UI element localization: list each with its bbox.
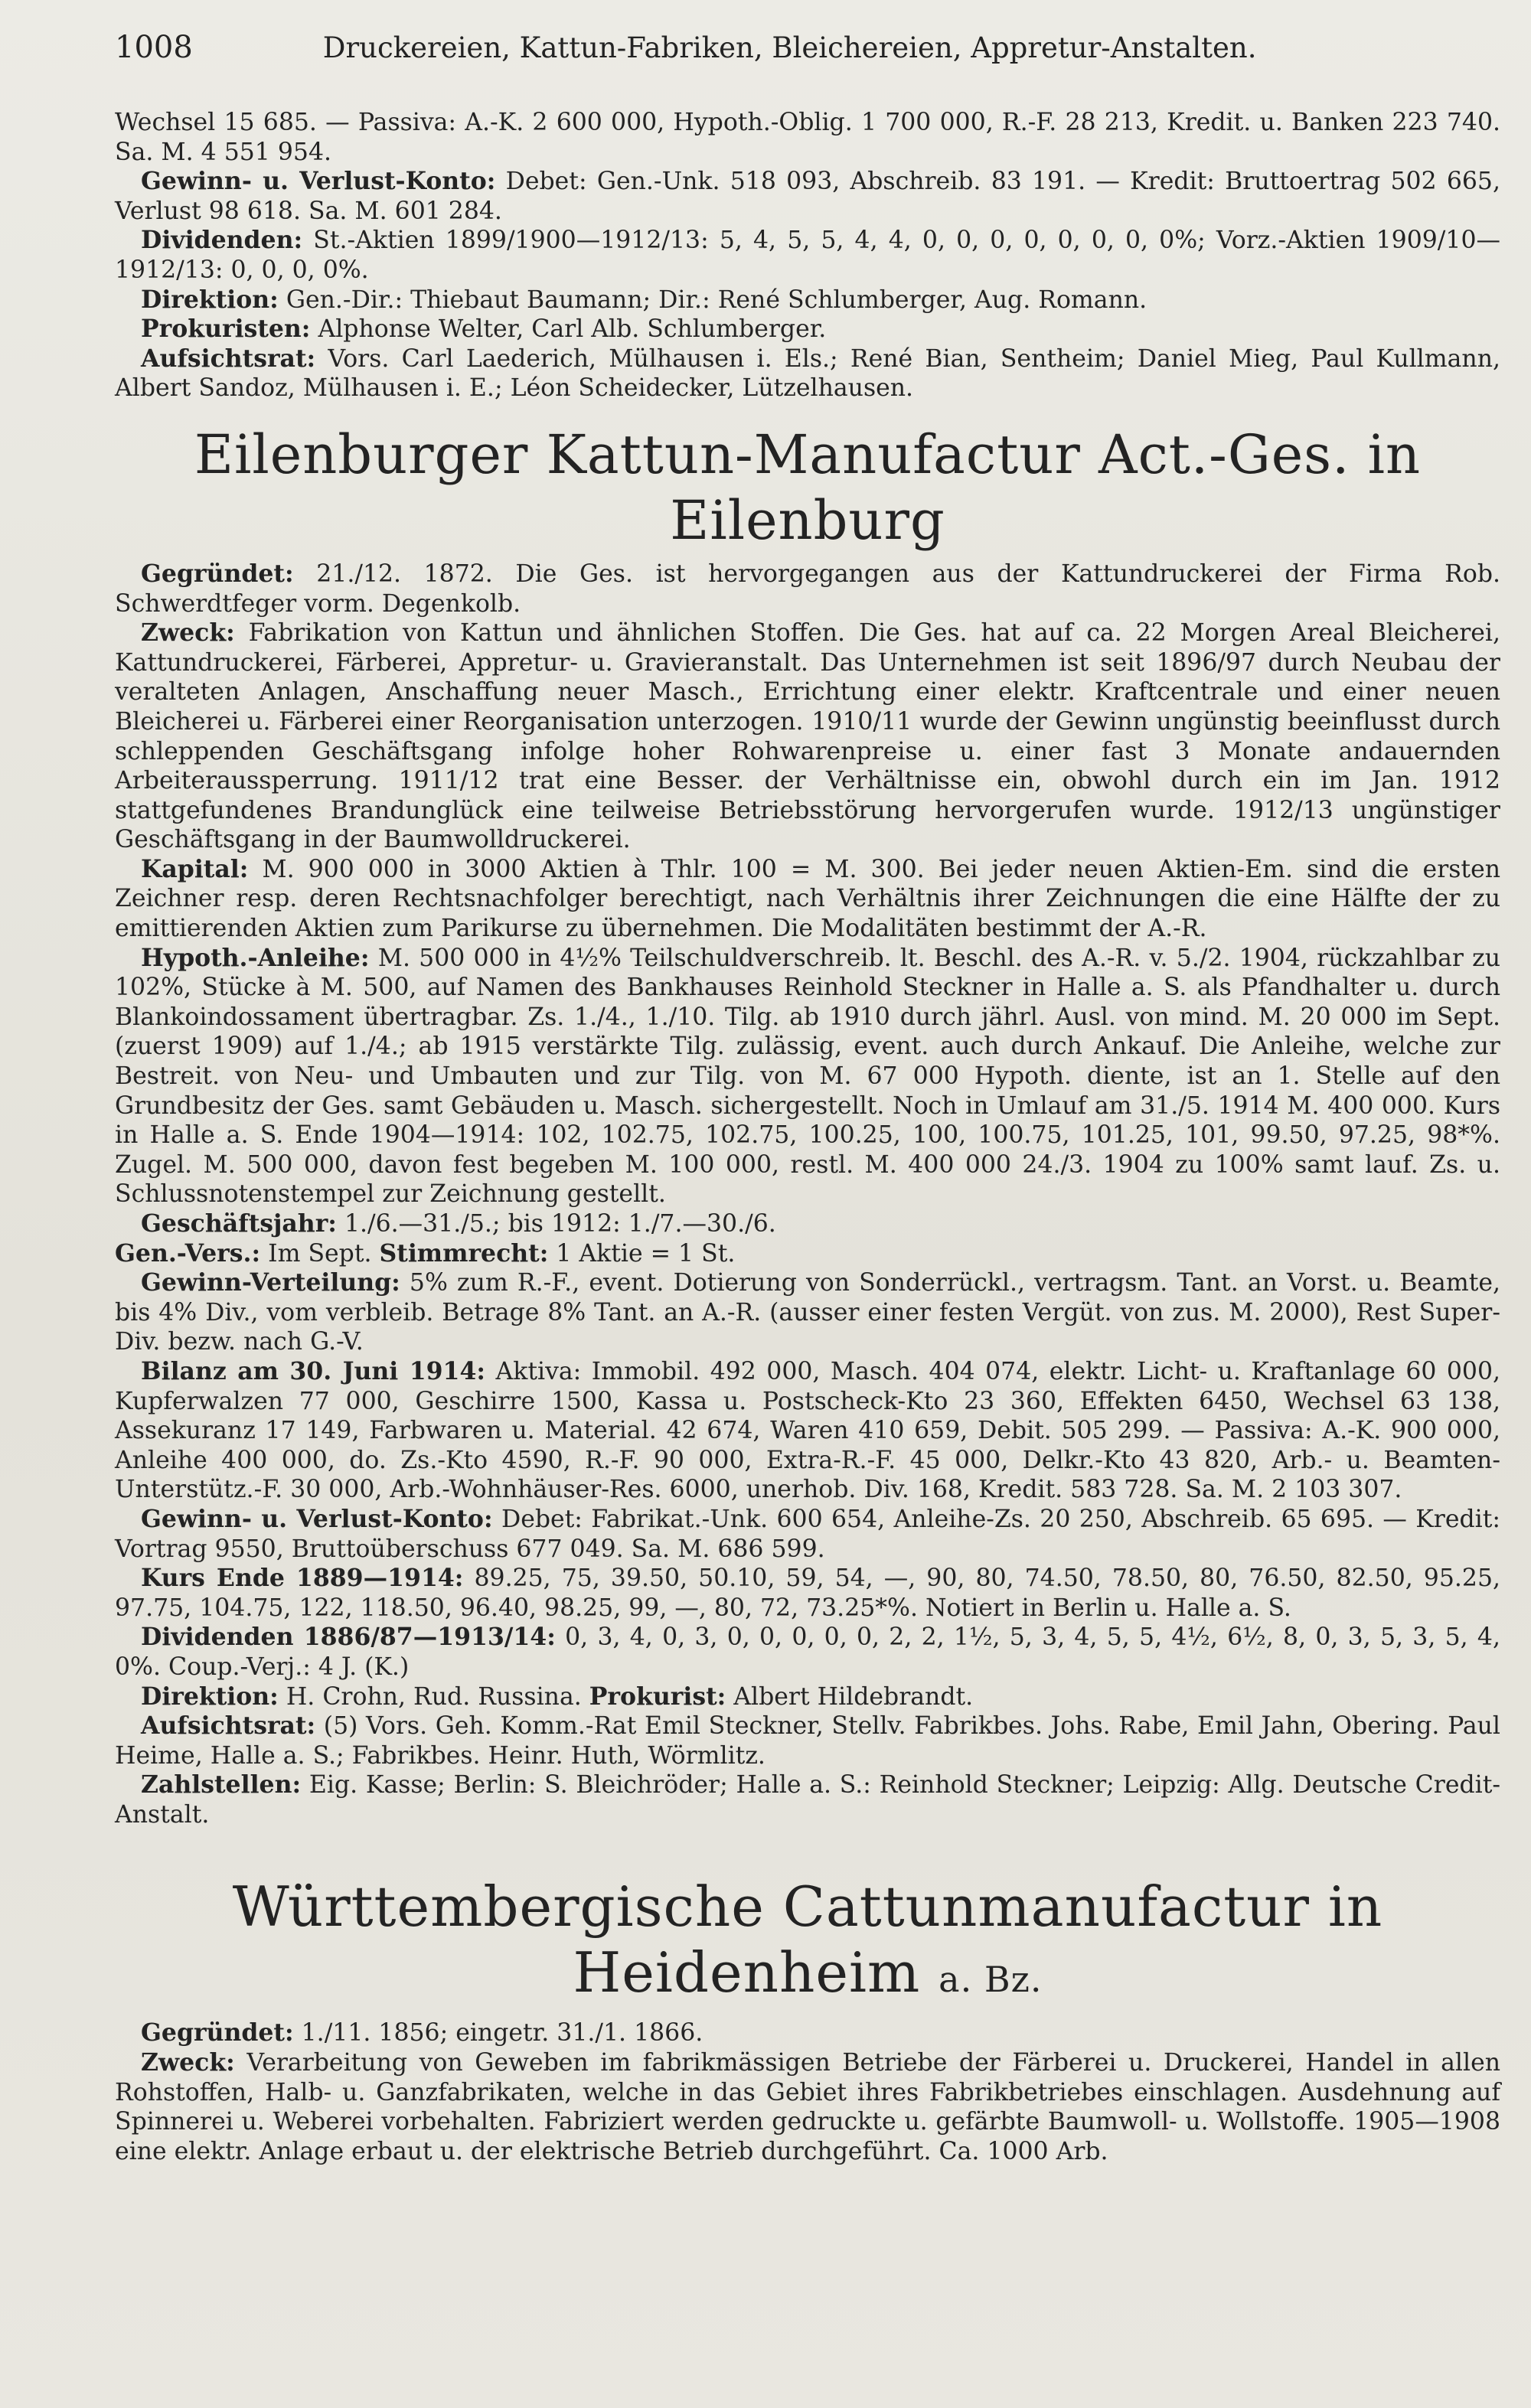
company-title	[115, 1874, 1500, 2012]
field-text: 5% zum R.-F., event. Dotierung von Sonderrückl., vertragsm. Tant. an Vorst. u. Beamte, bis 4% Div., vom verbleib. Betrage 8% Tant. an A.-R. (ausser einer festen Vergüt. von zus. M. 2000), Rest Super-Div. bezw. nach G.-V.	[115, 1269, 1501, 1356]
board-of-directors	[115, 286, 1500, 315]
field-label: Dividenden 1886/87—1913/14:	[141, 1623, 556, 1652]
previous-company-section	[115, 108, 1500, 403]
field-text: St.-Aktien 1899/1900—1912/13: 5, 4, 5, 5, 4, 4, 0, 0, 0, 0, 0, 0, 0, 0%; Vorz.-Aktien 1909/10—1912/13: 0, 0, 0, 0%.	[115, 227, 1501, 284]
paying-agents	[115, 1770, 1500, 1829]
field-text: 1./6.—31./5.; bis 1912: 1./7.—30./6.	[344, 1210, 776, 1238]
running-header	[115, 31, 1500, 65]
field-text: 1./11. 1856; eingetr. 31./1. 1866.	[301, 2019, 703, 2047]
field-label: Kapital:	[141, 854, 249, 883]
field-text: 1 Aktie = 1 St.	[556, 1239, 736, 1268]
field-label: Prokurist:	[589, 1682, 726, 1711]
field-label: Zweck:	[141, 2048, 235, 2077]
field-label: Geschäftsjahr:	[141, 1209, 337, 1238]
field-label: Direktion:	[141, 285, 279, 314]
company-title-main: Württembergische Cattunmanufactur in Heidenheim	[232, 1875, 1383, 2005]
supervisory-board	[115, 1711, 1500, 1770]
field-label: Gen.-Vers.:	[115, 1238, 261, 1268]
founded	[115, 560, 1500, 618]
profit-distribution	[115, 1268, 1500, 1357]
field-label: Stimmrecht:	[379, 1238, 549, 1268]
field-text: 21./12. 1872. Die Ges. ist hervorgegangen aus der Kattundruckerei der Firma Rob. Schwerdtfeger vorm. Degenkolb.	[115, 560, 1500, 618]
field-text: M. 900 000 in 3000 Aktien à Thlr. 100 = M. 300. Bei jeder neuen Aktien-Em. sind die ersten Zeichner resp. deren Rechtsnachfolger berechtigt, nach Verhältnis ihrer Zeichnungen die eine Hälfte der zu emittierenden Aktien zum Parikurse zu übernehmen. Die Modalitäten bestimmt der A.-R.	[115, 855, 1501, 943]
field-text: Verarbeitung von Geweben im fabrikmässigen Betriebe der Färberei u. Druckerei, Handel in allen Rohstoffen, Halb- u. Ganzfabrikaten, welche in das Gebiet ihres Fabrikbetriebes einschlagen. Ausdehnung auf Spinnerei u. Weberei vorbehalten. Fabriziert werden gedruckte u. gefärbte Baumwoll- u. Wollstoffe. 1905—1908 eine elektr. Anlage erbaut u. der elektrische Betrieb durchgeführt. Ca. 1000 Arb.	[115, 2049, 1500, 2165]
field-label: Zweck:	[141, 618, 235, 648]
field-text: M. 500 000 in 4½% Teilschuldverschreib. lt. Beschl. des A.-R. v. 5./2. 1904, rückzahlbar zu 102%, Stücke à M. 500, auf Namen des Bankhauses Reinhold Steckner in Halle a. S. als Pfandhalter u. durch Blankoindossament übertragbar. Zs. 1./4., 1./10. Tilg. ab 1910 durch jährl. Ausl. von mind. M. 20 000 im Sept. (zuerst 1909) auf 1./4.; ab 1915 verstärkte Tilg. zulässig, event. auch durch Ankauf. Die Anleihe, welche zur Bestreit. von Neu- und Umbauten und zur Tilg. von M. 67 000 Hypoth. diente, ist an 1. Stelle auf den Grundbesitz der Ges. samt Gebäuden u. Masch. sichergestellt. Noch in Umlauf am 31./5. 1914 M. 400 000. Kurs in Halle a. S. Ende 1904—1914: 102, 102.75, 102.75, 100.25, 100, 100.75, 101.25, 101, 99.50, 97.25, 98*%. Zugel. M. 500 000, davon fest begeben M. 100 000, restl. M. 400 000 24./3. 1904 zu 100% samt lauf. Zs. u. Schlussnotenstempel zur Zeichnung gestellt.	[115, 944, 1500, 1209]
share-price-history	[115, 1564, 1500, 1623]
company-title: Eilenburger Kattun-Manufactur Act.-Ges. in Eilenburg	[194, 423, 1422, 552]
field-label: Aufsichtsrat:	[141, 344, 316, 373]
authorized-officers	[115, 315, 1500, 344]
field-text: Im Sept.	[268, 1239, 372, 1268]
field-text: Eig. Kasse; Berlin: S. Bleichröder; Halle a. S.: Reinhold Steckner; Leipzig: Allg. Deutsche Credit-Anstalt.	[115, 1771, 1500, 1829]
field-text: Gen.-Dir.: Thiebaut Baumann; Dir.: René Schlumberger, Aug. Romann.	[286, 286, 1147, 314]
field-label: Bilanz am 30. Juni 1914:	[141, 1356, 486, 1385]
field-label: Gegründet:	[141, 559, 294, 588]
company-entry-eilenburg	[115, 422, 1500, 1830]
field-label: Gewinn-Verteilung:	[141, 1268, 400, 1297]
balance-sheet	[115, 1357, 1500, 1505]
purpose	[115, 2048, 1500, 2166]
dividends	[115, 226, 1500, 285]
field-text: Debet: Gen.-Unk. 518 093, Abschreib. 83 191. — Kredit: Bruttoertrag 502 665, Verlust 98 618. Sa. M. 601 284.	[115, 168, 1500, 225]
page-number: 1008	[115, 30, 193, 65]
running-title: Druckereien, Kattun-Fabriken, Bleichereien, Appretur-Anstalten.	[322, 31, 1257, 64]
field-label: Gewinn- u. Verlust-Konto:	[141, 167, 496, 196]
field-label: Prokuristen:	[141, 315, 311, 344]
field-text: Albert Hildebrandt.	[733, 1682, 974, 1711]
balance-passiva: Wechsel 15 685. — Passiva: A.-K. 2 600 000, Hypoth.-Oblig. 1 700 000, R.-F. 28 213, Kredit. u. Banken 223 740. Sa. M. 4 551 954.	[115, 109, 1500, 166]
field-label: Direktion:	[141, 1682, 279, 1711]
field-label: Gegründet:	[141, 2018, 294, 2047]
capital	[115, 855, 1500, 944]
field-label: Aufsichtsrat:	[141, 1711, 316, 1741]
founded	[115, 2018, 1500, 2048]
field-text: 0, 3, 4, 0, 3, 0, 0, 0, 0, 0, 2, 2, 1½, 5, 3, 4, 5, 5, 4½, 6½, 8, 0, 3, 5, 3, 5, 4, 0%. Coup.-Verj.: 4 J. (K.)	[115, 1623, 1500, 1681]
dividends	[115, 1623, 1500, 1682]
field-label: Dividenden:	[141, 226, 303, 255]
fiscal-year-and-meeting	[115, 1209, 1500, 1268]
mortgage-loan	[115, 944, 1500, 1209]
profit-loss-account	[115, 167, 1500, 226]
field-text: Alphonse Welter, Carl Alb. Schlumberger.	[318, 315, 827, 344]
field-text: Fabrikation von Kattun und ähnlichen Stoffen. Die Ges. hat auf ca. 22 Morgen Areal Bleicherei, Kattundruckerei, Färberei, Appretur- u. Gravieranstalt. Das Unternehmen ist seit 1896/97 durch Neubau der veralteten Anlagen, Anschaffung neuer Masch., Errichtung einer elektr. Kraftcentrale und einer neuen Bleicherei u. Färberei einer Reorganisation unterzogen. 1910/11 wurde der Gewinn ungünstig beeinflusst durch schleppenden Geschäftsgang infolge hoher Rohwarenpreise u. einer fast 3 Monate andauernden Arbeiteraussperrung. 1911/12 trat eine Besser. der Verhältnisse ein, obwohl durch ein im Jan. 1912 stattgefundenes Brandunglück eine teilweise Betriebsstörung hervorgerufen wurde. 1912/13 ungünstiger Geschäftsgang in der Baumwolldruckerei.	[115, 619, 1500, 854]
profit-loss-account	[115, 1505, 1500, 1564]
field-label: Gewinn- u. Verlust-Konto:	[141, 1504, 493, 1533]
field-text: (5) Vors. Geh. Komm.-Rat Emil Steckner, Stellv. Fabrikbes. Johs. Rabe, Emil Jahn, Obering. Paul Heime, Halle a. S.; Fabrikbes. Heinr. Huth, Wörmlitz.	[115, 1712, 1500, 1770]
field-text: 89.25, 75, 39.50, 50.10, 59, 54, —, 90, 80, 74.50, 78.50, 80, 76.50, 82.50, 95.25, 97.75, 104.75, 122, 118.50, 96.40, 98.25, 99, —, 80, 72, 73.25*%. Notiert in Berlin u. Halle a. S.	[115, 1565, 1500, 1622]
field-label: Kurs Ende 1889—1914:	[141, 1564, 464, 1593]
field-text: Debet: Fabrikat.-Unk. 600 654, Anleihe-Zs. 20 250, Abschreib. 65 695. — Kredit: Vortrag 9550, Bruttoüberschuss 677 049. Sa. M. 686 599.	[115, 1505, 1501, 1563]
company-entry-wuerttemberg	[115, 1874, 1500, 2166]
field-text: Vors. Carl Laederich, Mülhausen i. Els.; René Bian, Sentheim; Daniel Mieg, Paul Kullmann, Albert Sandoz, Mülhausen i. E.; Léon Scheidecker, Lützelhausen.	[115, 344, 1500, 403]
field-label: Hypoth.-Anleihe:	[141, 943, 370, 972]
management	[115, 1682, 1500, 1712]
supervisory-board	[115, 344, 1500, 403]
field-label: Zahlstellen:	[141, 1770, 302, 1799]
field-text: H. Crohn, Rud. Russina.	[286, 1682, 582, 1711]
purpose	[115, 618, 1500, 855]
field-text: Aktiva: Immobil. 492 000, Masch. 404 074, elektr. Licht- u. Kraftanlage 60 000, Kupferwalzen 77 000, Geschirre 1500, Kassa u. Postscheck-Kto 23 360, Effekten 6450, Wechsel 63 138, Assekuranz 17 149, Farbwaren u. Material. 42 674, Waren 410 659, Debit. 505 299. — Passiva: A.-K. 900 000, Anleihe 400 000, do. Zs.-Kto 4590, R.-F. 90 000, Extra-R.-F. 45 000, Delkr.-Kto 43 820, Arb.- u. Beamten-Unterstütz.-F. 30 000, Arb.-Wohnhäuser-Res. 6000, unerhob. Div. 168, Kredit. 583 728. Sa. M. 2 103 307.	[115, 1357, 1501, 1504]
company-title-suffix: a. Bz.	[939, 1959, 1043, 2001]
